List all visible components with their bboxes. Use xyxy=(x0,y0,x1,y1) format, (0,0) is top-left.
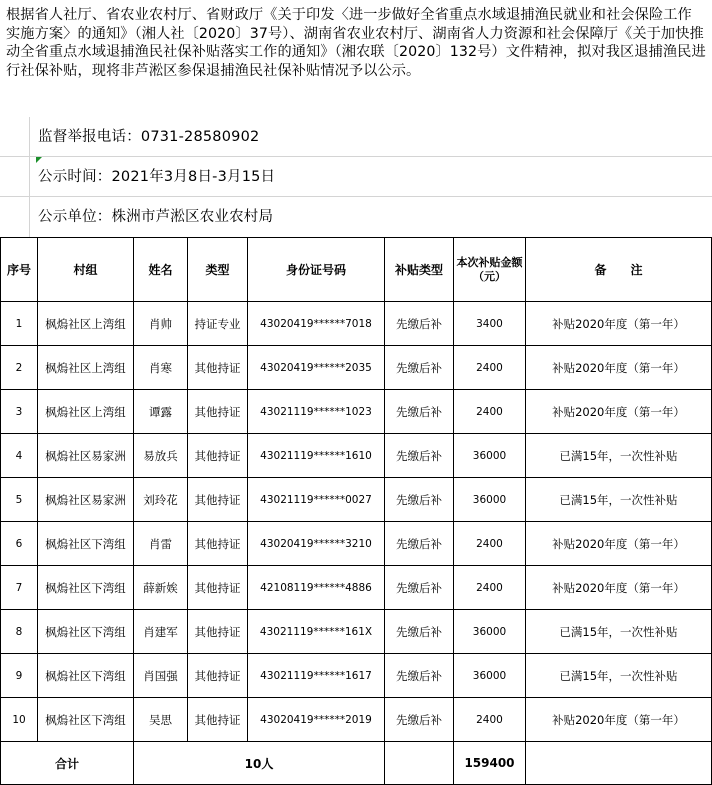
cell-type: 其他持证 xyxy=(188,434,248,478)
cell-note: 补贴2020年度（第一年） xyxy=(526,346,712,390)
cell-type: 其他持证 xyxy=(188,654,248,698)
period-row xyxy=(0,157,712,197)
cell-group: 枫熓社区易家洲 xyxy=(38,434,134,478)
cell-no: 2 xyxy=(1,346,38,390)
cell-amount: 2400 xyxy=(454,566,526,610)
cell-group: 枫熓社区下湾组 xyxy=(38,610,134,654)
cell-subsidy-type: 先缴后补 xyxy=(385,478,454,522)
cell-group: 枫熓社区下湾组 xyxy=(38,566,134,610)
table-row xyxy=(1,522,712,566)
cell-subsidy-type: 先缴后补 xyxy=(385,654,454,698)
table-header-row xyxy=(1,238,712,302)
cell-no: 1 xyxy=(1,302,38,346)
hotline-text: 监督举报电话：0731-28580902 xyxy=(38,129,260,145)
cell-id: 43020419******3210 xyxy=(248,522,385,566)
cell-no: 7 xyxy=(1,566,38,610)
cell-group: 枫熓社区下湾组 xyxy=(38,654,134,698)
cell-note: 补贴2020年度（第一年） xyxy=(526,522,712,566)
cell-type: 其他持证 xyxy=(188,346,248,390)
cell-id: 43021119******161X xyxy=(248,610,385,654)
header-note: 备 注 xyxy=(526,238,712,302)
cell-amount: 36000 xyxy=(454,654,526,698)
total-note-cell xyxy=(526,742,712,785)
table-row xyxy=(1,434,712,478)
total-amount: 159400 xyxy=(454,742,526,785)
cell-subsidy-type: 先缴后补 xyxy=(385,302,454,346)
cell-note: 补贴2020年度（第一年） xyxy=(526,390,712,434)
cell-type: 其他持证 xyxy=(188,390,248,434)
cell-note: 补贴2020年度（第一年） xyxy=(526,566,712,610)
header-id: 身份证号码 xyxy=(248,238,385,302)
cell-name: 刘玲花 xyxy=(134,478,188,522)
cell-no: 9 xyxy=(1,654,38,698)
cell-type: 其他持证 xyxy=(188,610,248,654)
cell-name: 易放兵 xyxy=(134,434,188,478)
cell-note: 补贴2020年度（第一年） xyxy=(526,698,712,742)
table-row xyxy=(1,654,712,698)
cell-name: 肖帅 xyxy=(134,302,188,346)
cell-name: 肖雷 xyxy=(134,522,188,566)
cell-no: 4 xyxy=(1,434,38,478)
cell-amount: 36000 xyxy=(454,434,526,478)
cell-type: 持证专业 xyxy=(188,302,248,346)
period-text: 公示时间：2021年3月8日-3月15日 xyxy=(38,169,276,185)
cell-no: 5 xyxy=(1,478,38,522)
cell-amount: 3400 xyxy=(454,302,526,346)
cell-subsidy-type: 先缴后补 xyxy=(385,566,454,610)
cell-id: 43020419******7018 xyxy=(248,302,385,346)
cell-no: 6 xyxy=(1,522,38,566)
row-header-cell xyxy=(0,197,30,237)
cell-note: 补贴2020年度（第一年） xyxy=(526,302,712,346)
hotline-row xyxy=(0,117,712,157)
cell-subsidy-type: 先缴后补 xyxy=(385,698,454,742)
cell-group: 枫熓社区下湾组 xyxy=(38,522,134,566)
unit-row xyxy=(0,197,712,237)
cell-type: 其他持证 xyxy=(188,522,248,566)
table-row xyxy=(1,478,712,522)
cell-note: 已满15年，一次性补贴 xyxy=(526,434,712,478)
cell-id: 43021119******1610 xyxy=(248,434,385,478)
table-row xyxy=(1,610,712,654)
cell-no: 10 xyxy=(1,698,38,742)
cell-amount: 2400 xyxy=(454,698,526,742)
cell-subsidy-type: 先缴后补 xyxy=(385,610,454,654)
cell-amount: 36000 xyxy=(454,478,526,522)
total-row xyxy=(1,742,712,785)
cell-name: 吴思 xyxy=(134,698,188,742)
header-no: 序号 xyxy=(1,238,38,302)
cell-amount: 2400 xyxy=(454,522,526,566)
cell-name: 肖寒 xyxy=(134,346,188,390)
cell-id: 43020419******2019 xyxy=(248,698,385,742)
header-group: 村组 xyxy=(38,238,134,302)
cell-group: 枫熓社区上湾组 xyxy=(38,346,134,390)
table-row xyxy=(1,698,712,742)
row-header-cell xyxy=(0,157,30,197)
cell-group: 枫熓社区下湾组 xyxy=(38,698,134,742)
table-row xyxy=(1,390,712,434)
cell-amount: 2400 xyxy=(454,390,526,434)
total-label: 合计 xyxy=(1,742,134,785)
total-empty-cell xyxy=(385,742,454,785)
cell-no: 3 xyxy=(1,390,38,434)
cell-type: 其他持证 xyxy=(188,478,248,522)
subsidy-table xyxy=(0,237,712,785)
header-amount: 本次补贴金额（元） xyxy=(454,238,526,302)
cell-amount: 2400 xyxy=(454,346,526,390)
table-row xyxy=(1,302,712,346)
cell-name: 薛新娭 xyxy=(134,566,188,610)
cell-note: 已满15年，一次性补贴 xyxy=(526,654,712,698)
cell-subsidy-type: 先缴后补 xyxy=(385,434,454,478)
intro-paragraph: 根据省人社厅、省农业农村厅、省财政厅《关于印发〈进一步做好全省重点水域退捕渔民就业和社会保险工作实施方案〉的通知》（湘人社〔2020〕37号）、湖南省农业农村厅、湖南省人力资源和社会保障厅《关于加快推动全省重点水域退捕渔民社保补贴落实工作的通知》（湘农联〔2020〕132号）文件精神，拟对我区退捕渔民进行社保补贴，现将非芦淞区参保退捕渔民社保补贴情况予以公示。 xyxy=(6,7,706,79)
cell-note: 已满15年，一次性补贴 xyxy=(526,478,712,522)
cell-name: 肖建军 xyxy=(134,610,188,654)
cell-no: 8 xyxy=(1,610,38,654)
cell-id: 42108119******4886 xyxy=(248,566,385,610)
cell-group: 枫熓社区上湾组 xyxy=(38,302,134,346)
header-subsidy-type: 补贴类型 xyxy=(385,238,454,302)
cell-id: 43021119******1023 xyxy=(248,390,385,434)
table-row xyxy=(1,346,712,390)
cell-group: 枫熓社区易家洲 xyxy=(38,478,134,522)
cell-subsidy-type: 先缴后补 xyxy=(385,522,454,566)
cell-type: 其他持证 xyxy=(188,698,248,742)
unit-text: 公示单位：株洲市芦淞区农业农村局 xyxy=(38,209,274,225)
cell-amount: 36000 xyxy=(454,610,526,654)
cell-group: 枫熓社区上湾组 xyxy=(38,390,134,434)
header-type: 类型 xyxy=(188,238,248,302)
cell-name: 肖国强 xyxy=(134,654,188,698)
cell-subsidy-type: 先缴后补 xyxy=(385,346,454,390)
total-count: 10人 xyxy=(134,742,385,785)
cell-id: 43021119******0027 xyxy=(248,478,385,522)
cell-subsidy-type: 先缴后补 xyxy=(385,390,454,434)
row-header-cell xyxy=(0,117,30,157)
header-name: 姓名 xyxy=(134,238,188,302)
cell-note: 已满15年，一次性补贴 xyxy=(526,610,712,654)
cell-name: 谭露 xyxy=(134,390,188,434)
cell-id: 43021119******1617 xyxy=(248,654,385,698)
cell-type: 其他持证 xyxy=(188,566,248,610)
table-row xyxy=(1,566,712,610)
cell-id: 43020419******2035 xyxy=(248,346,385,390)
